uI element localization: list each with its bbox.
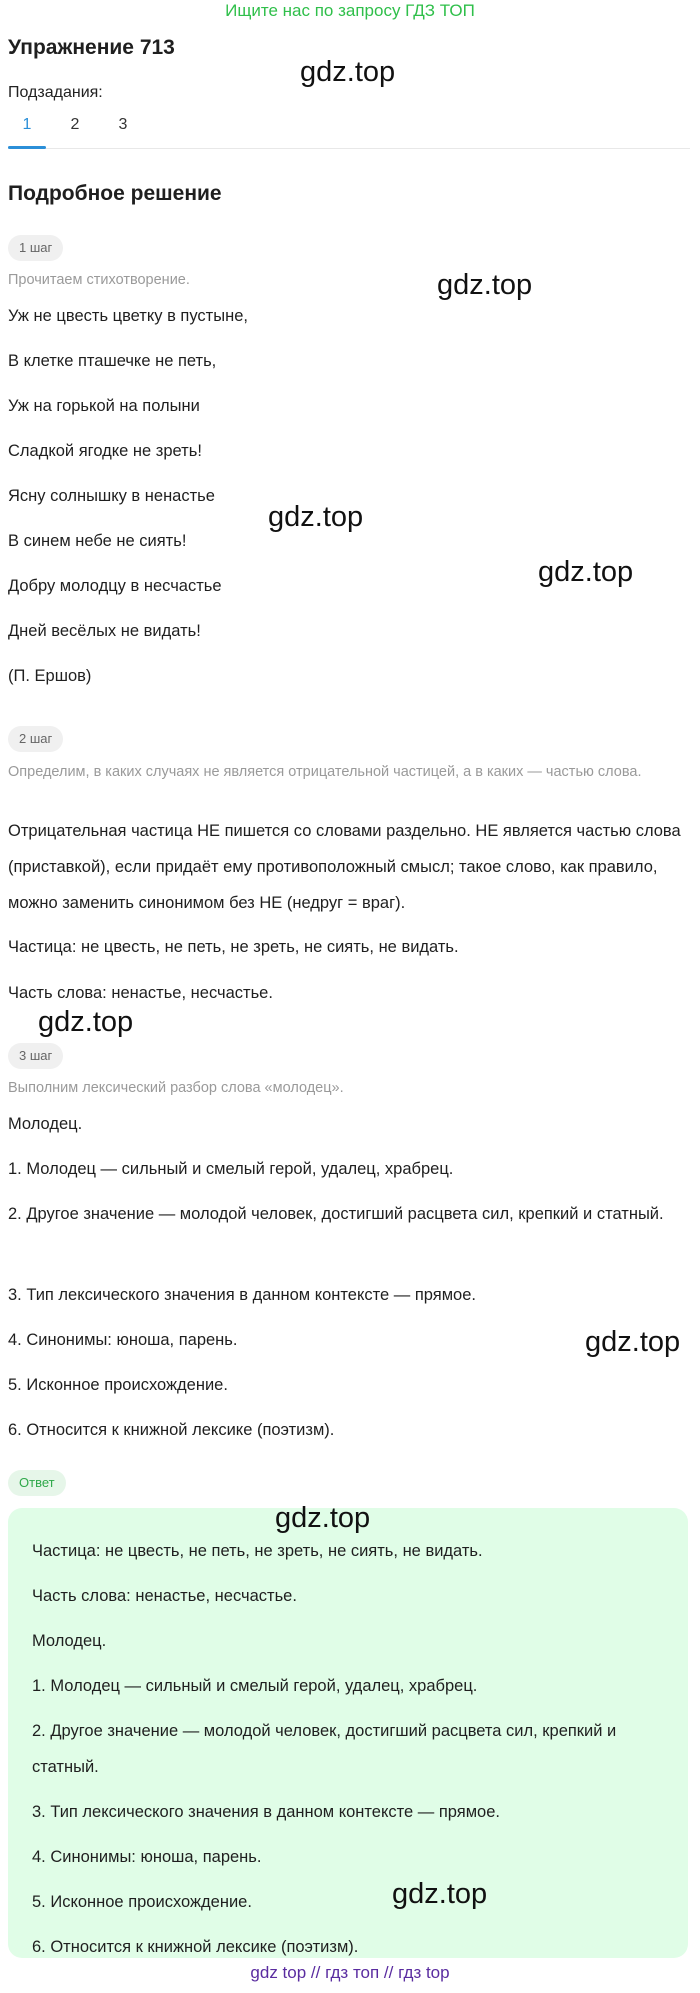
tab-subtask-3[interactable]: 3: [118, 116, 128, 133]
top-banner: Ищите нас по запросу ГДЗ ТОП: [225, 1, 475, 20]
analysis-line: 5. Исконное происхождение.: [8, 1376, 228, 1394]
analysis-line: Молодец.: [8, 1115, 83, 1133]
answer-box: [8, 1508, 688, 1958]
subtask-tabs: [8, 110, 690, 149]
analysis-line: 6. Относится к книжной лексике (поэтизм).: [8, 1421, 335, 1439]
tab-subtask-1[interactable]: 1: [22, 116, 32, 133]
poem-line: Дней весёлых не видать!: [8, 622, 201, 640]
watermark: gdz.top: [300, 56, 396, 88]
watermark: gdz.top: [268, 501, 364, 533]
rule-paragraph: Отрицательная частица НЕ пишется со словами раздельно. НЕ является частью слова (приставкой), если придаёт ему противоположный смысл; такое слово, как правило, можно заменить синонимом без НЕ (недруг = враг).: [8, 822, 681, 912]
step-badge-1: 1 шаг: [8, 235, 63, 261]
answer-line: Частица: не цвесть, не петь, не зреть, не сиять, не видать.: [32, 1542, 483, 1560]
step-hint-1: Прочитаем стихотворение.: [8, 272, 190, 288]
poem-line: Ясну солнышку в ненастье: [8, 487, 215, 505]
step-hint-2: Определим, в каких случаях не является отрицательной частицей, а в каких — частью слова.: [8, 764, 642, 780]
poem-line: Уж не цвесть цветку в пустыне,: [8, 307, 248, 325]
poem-line: В синем небе не сиять!: [8, 532, 187, 550]
page-title: Упражнение 713: [8, 36, 175, 59]
answer-line: 6. Относится к книжной лексике (поэтизм).: [32, 1938, 359, 1956]
step-badge-2: 2 шаг: [8, 726, 63, 752]
answer-line: 4. Синонимы: юноша, парень.: [32, 1848, 262, 1866]
answer-badge: Ответ: [8, 1470, 66, 1496]
analysis-line: 2. Другое значение — молодой человек, достигший расцвета сил, крепкий и статный.: [8, 1205, 664, 1223]
answer-line: Молодец.: [32, 1632, 107, 1650]
answer-line: 5. Исконное происхождение.: [32, 1893, 252, 1911]
answer-line: Часть слова: ненастье, несчастье.: [32, 1587, 297, 1605]
particle-examples: Частица: не цвесть, не петь, не зреть, не сиять, не видать.: [8, 938, 459, 956]
watermark: gdz.top: [585, 1326, 681, 1358]
poem-line: Сладкой ягодке не зреть!: [8, 442, 202, 460]
analysis-line: 4. Синонимы: юноша, парень.: [8, 1331, 238, 1349]
tab-subtask-2[interactable]: 2: [70, 116, 80, 133]
answer-line: 3. Тип лексического значения в данном контексте — прямое.: [32, 1803, 500, 1821]
poem-line: Добру молодцу в несчастье: [8, 577, 222, 595]
subtasks-label: Подзадания:: [8, 84, 103, 101]
footer-links[interactable]: gdz top // гдз топ // гдз top: [250, 1963, 450, 1982]
watermark: gdz.top: [392, 1878, 488, 1910]
step-badge-3: 3 шаг: [8, 1043, 63, 1069]
watermark: gdz.top: [538, 556, 634, 588]
word-part-examples: Часть слова: ненастье, несчастье.: [8, 984, 273, 1002]
poem-author: (П. Ершов): [8, 667, 92, 685]
watermark: gdz.top: [437, 269, 533, 301]
watermark: gdz.top: [38, 1006, 134, 1038]
analysis-line: 3. Тип лексического значения в данном контексте — прямое.: [8, 1286, 476, 1304]
poem-line: Уж на горькой на полыни: [8, 397, 200, 415]
step-hint-3: Выполним лексический разбор слова «молодец».: [8, 1080, 344, 1096]
answer-line: 1. Молодец — сильный и смелый герой, удалец, храбрец.: [32, 1677, 478, 1695]
analysis-line: 1. Молодец — сильный и смелый герой, удалец, храбрец.: [8, 1160, 454, 1178]
active-tab-indicator: [8, 146, 46, 149]
answer-line: 2. Другое значение — молодой человек, достигший расцвета сил, крепкий и статный.: [32, 1722, 617, 1776]
solution-title: Подробное решение: [8, 182, 222, 205]
poem-line: В клетке пташечке не петь,: [8, 352, 217, 370]
watermark: gdz.top: [275, 1502, 371, 1534]
